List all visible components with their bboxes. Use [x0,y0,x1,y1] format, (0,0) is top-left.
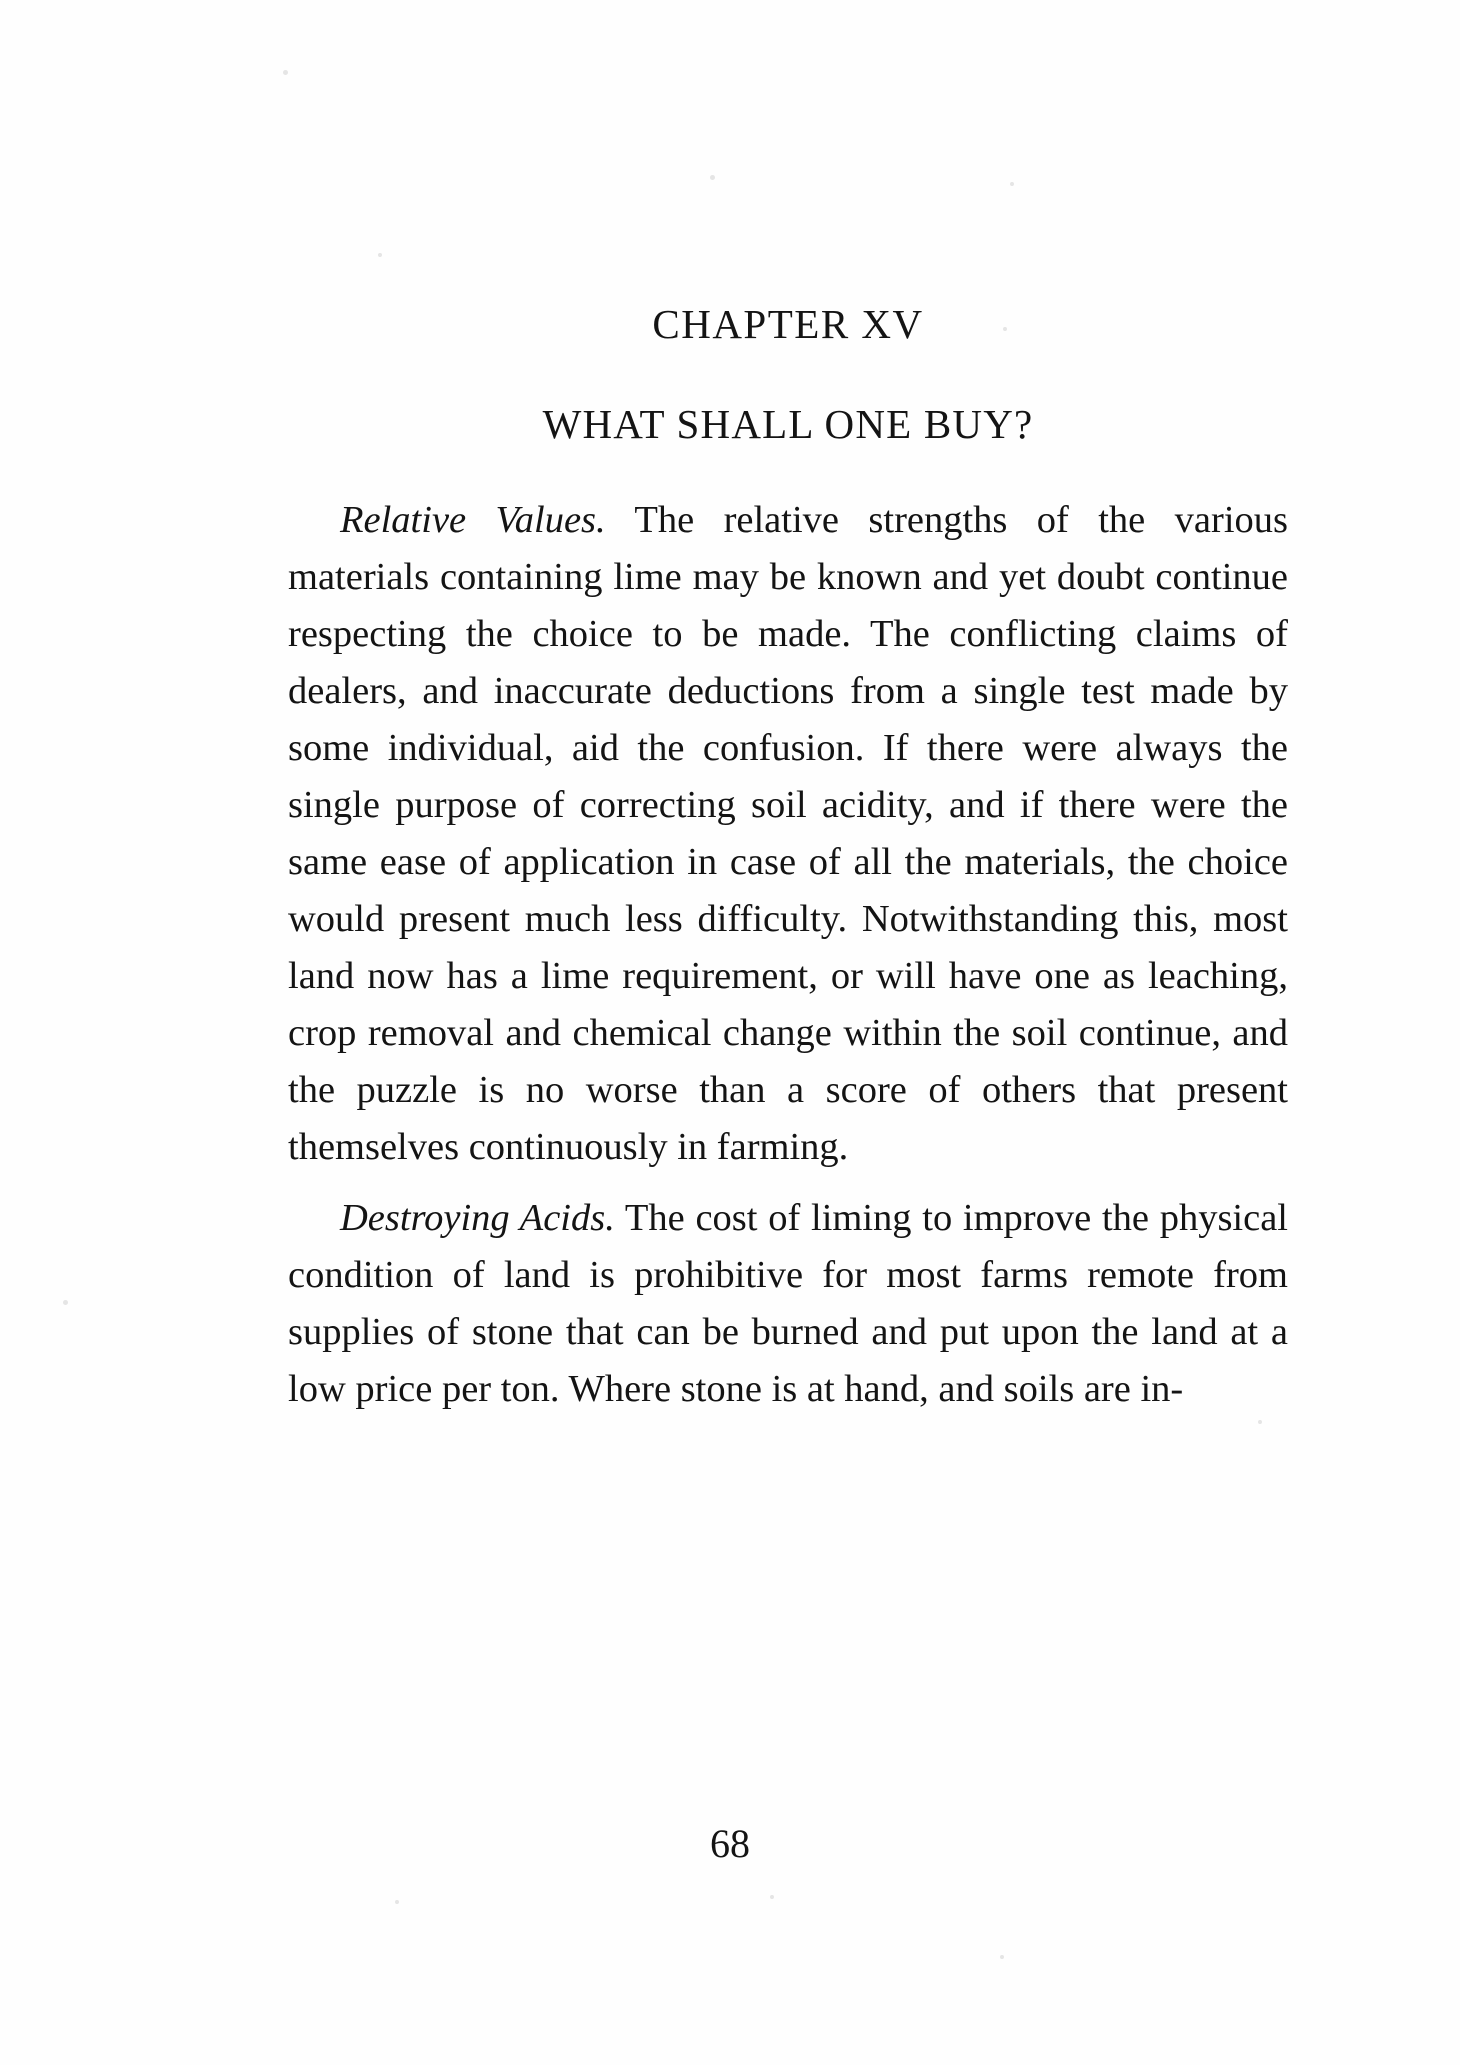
chapter-label: CHAPTER XV [652,301,924,347]
page-text-block [288,300,1288,1418]
scan-speck [770,1895,774,1899]
scan-speck [378,253,382,257]
paragraph-body: The cost of liming to improve the physical condition of land is prohibitive for most farms remote from supplies of stone that can be burned and put upon the land at a low price per ton. Where stone is at hand, and soils are in- [288,1197,1288,1410]
page-title: WHAT SHALL ONE BUY? [542,401,1034,447]
scan-speck [283,70,288,75]
scan-speck [710,175,715,180]
paragraph [288,1190,1288,1418]
scan-speck [1000,1955,1004,1959]
paragraph-run-in-head: Destroying Acids. [340,1197,615,1239]
scan-speck [395,1900,399,1904]
paragraph [288,492,1288,1176]
scan-speck [1010,182,1014,186]
page-number: 68 [710,1821,750,1866]
paragraph-run-in-head: Relative Values. [340,499,606,541]
scan-speck [63,1300,68,1305]
scan-speck [1258,1420,1262,1424]
paragraph-body: The relative strengths of the various materials containing lime may be known and yet doubt continue respecting the choice to be made. The conflicting claims of dealers, and inaccurate deductions from a single test made by some individual, aid the confusion. If there were always the single purpose of correcting soil acidity, and if there were the same ease of application in case of all the materials, the choice would present much less difficulty. Notwithstanding this, most land now has a lime requirement, or will have one as leaching, crop removal and chemical change within the soil continue, and the puzzle is no worse than a score of others that present themselves continuously in farming. [288,499,1288,1168]
